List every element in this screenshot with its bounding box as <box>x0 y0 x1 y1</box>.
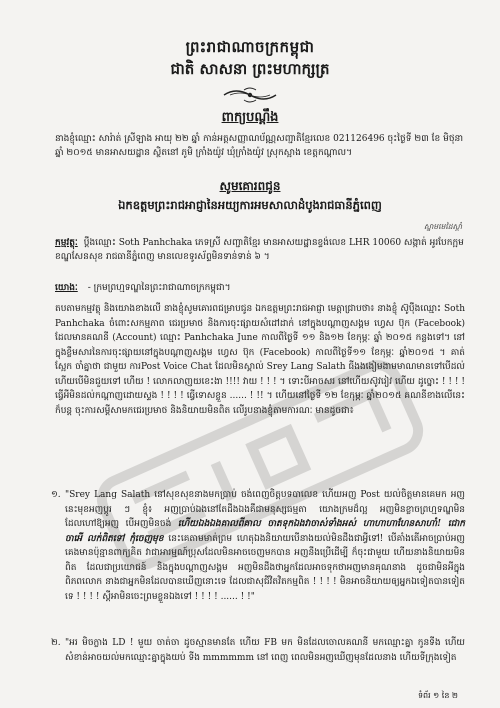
body-paragraph: តបតាមកម្មវត្ថុ និងយោងខាងលើ នាងខ្ញុំសូមគោរពជម្រាបជូន ឯកឧត្ដមព្រះរាជអាជ្ញា មេត្តាជ្រាបថា៖ នាងខ្ញុំ ស៊ូប៉ឹងឈ្មោះ Soth Panhchaka ចំពោះសកម្មភាព ជេរប្រមាថ និងការចុះផ្សាយសំដៅដាក់ នៅក្នុងបណ្ដាញសង្គម ហ្វេស ប៊ុក (Facebook) ដែលមានគណនី (Account) ឈ្មោះ Panhchaka June កាលពីថ្ងៃទី ១១ និង១២ ខែកុម្ភៈ ឆ្នាំ ២០១៥ កន្លងទៅ។ នៅក្នុងខ្លឹមសារនៃការចុះផ្សាយនៅក្នុងបណ្ដាញសង្គម ហ្វេស ប៊ុក (Facebook) កាលពីថ្ងៃទី១១ ខែកុម្ភៈ ឆ្នាំ២០១៥ ។ គាត់ ស្អែក ចាំគ្នាថា ជាមួយ ការPost Voice Chat ដែលមិនស្គាល់ Srey Lang Salath ធីងងងៀមងាមមាណមានទៅបើដល់ ហើយបើមិនជួយទៅ ហើយ ! លោកលាញយខេះងា !!!! វាយ ! ! ! ។ ទោះបីអាចសរ នៅហើយស៊ូវរៀវ ហើយ ដូច្នោះ ! ! ! ! ធ្វើអីមិនដល់កណ្ដាញដោយស្ទង ! ! ! ! ធ្វើទោសខ្លួន ...... ! !! ។ ហើយនៅថ្ងៃទី ១២ ខែកុម្ភៈ ឆ្នាំ២០១៥ គណនីខាងលើនេះក៏បន្ត ចុះការសម្ដីសាមកជេរប្រមាថ និងនិយាយមិនពិត លើរូបនាងខ្ញុំតាមការណៈ មានដូចជា៖ <box>55 304 465 416</box>
item-text: "អរ មិចក្លាង LD ! មួយ ចាត់ចា ដូចស្មានមានតែ ហើយ FB មក មិនដែលចោលគណនី មកឈ្មោះគ្នា កូនទីង ហើយ សំខាន់អាចយល់មកឈ្មោះគ្នាក្នុងយប់ ទីង mmmmmm នៅ ពេញ ពេលមិនអញឃើញមុនដែលនាង ហើយទីក្រុងទៀត <box>65 638 465 663</box>
page-number: ទំព័រ ១ នៃ ២ <box>417 691 458 700</box>
list-item <box>51 636 465 665</box>
ornament-divider-icon <box>222 84 278 106</box>
intro-paragraph: នាងខ្ញុំឈ្មោះ សារ៉ាត់ ស្រីឡាង អាយុ ២២ ឆ្នាំ កាន់អត្តសញ្ញាណប័ណ្ណសញ្ជាតិខ្មែរលេខ 021126496 ចុះថ្ងៃទី ២៣ ខែ មិថុនា ឆ្នាំ ២០១៥ មានអាសយដ្ឋាន ស្ថិតនៅ ភូមិ ក្រាំងយ៉ូវ ឃុំក្រាំងយ៉ូវ ស្រុកស្អាង ខេត្តកណ្ដាល។ <box>55 134 464 158</box>
reference-label: យោងៈ <box>55 283 78 293</box>
list-item <box>51 488 465 604</box>
item-number: ១. <box>51 490 61 500</box>
reference-text: - ក្រមព្រហ្មទណ្ឌនៃព្រះរាជាណាចក្រកម្ពុជា។ <box>87 283 231 293</box>
item-text-continued: នេះគេតាមមាត់ព្រម ហេតុឯងនិយាយបើនាងយល់មិនដឹងជាអ្វីទៅ! បើគាំងតើអាចប្រាប់អញគេងមានប៉ុន្មានពាក្យគិត វាជាអារម្មណ៍ប្រុសដែលមិនអាចចេញមកបាន អញនឹងប្រើដើម្បី ក៏ចុះជាមួយ ហើយនាងនិយាយមិនពិត ដែលជាប្រយោជន៍ និងក្នុងបណ្ដាញសង្គម អញមិនដឹងថាអ្នកដែលអាចទុកថាអញមានគុណនាង ដូចជាមិនអីក្នុងពិភពលោក នាងជាអ្នកមិនដែលបានឃើញនោះទេ ដែលជាសុជីវិតវិតកម្មពិត ! ! ! ! មិនអាចនិយាយឲ្យអ្នកឯទៀតបានទៀតទេ ! ! ! ! ស្ដីអាមិនចេះព្រមខ្លួនឯងទៅ ! ! ! ! ...... ! !" <box>65 533 465 602</box>
kingdom-heading: ព្រះរាជាណាចក្រកម្ពុជា <box>185 38 315 56</box>
recipient-title: សូមគោរពជូន <box>219 179 281 193</box>
subject-text: ប្ដឹងឈ្មោះ Soth Panhchaka ភេទស្រី សញ្ជាតិខ្មែរ មានអាសយដ្ឋានខ្ទង់លេខ LHR 10060 សង្កាត់ អូរបែកក្អម ខណ្ឌសែនសុខ រាជធានីភ្នំពេញ មានលេខទូរស័ព្ទមិនទាន់ទាន់ ៦ ។ <box>55 238 464 262</box>
signature-note: ស្នាមមេដៃស្ដាំ <box>423 222 462 231</box>
item-number: ២. <box>51 638 61 648</box>
subject-label: កម្មវត្ថុៈ <box>55 238 78 248</box>
reference-section <box>55 282 465 295</box>
document-title: ពាក្យបណ្ដឹង <box>221 110 279 125</box>
recipient-subtitle: ឯកឧត្ដមព្រះរាជអាជ្ញានៃអយ្យការអមសាលាដំបូងរាជធានីភ្នំពេញ <box>118 198 382 212</box>
item-text: "Srey Lang Salath នៅសុខសុខនាងមកប្រាប់ ចង់ពេញចិត្តបទបាលេខ ហើយអញ Post យល់ចិត្តមានគេមក អញ នេះមុខអញប្ដូរ ៗ ខ្ញុំ៖ អញប្រាប់ឯងនៅតែដឹងឯងគឺជាមនុស្សធម្មតា យោងក្រមដ៏ល្អ អញមិនខ្លាចព្រហ្មទណ្ឌមិន ដែលហៅឱ្យអញ បើអញមិនចង់ <box>65 490 465 529</box>
motto-heading: ជាតិ សាសនា ព្រះមហាក្សត្រ <box>170 60 330 78</box>
item-emphasis: ហើយឯងឯងគាលពីគាល ចាតទុកឯងវាចាស់ទាំងអស់ ហាហាហាហែនសាហាំ! ជោក ចាអើ លក់ពិតទៅ កុំចេញមុខ <box>65 519 465 544</box>
subject-section <box>55 236 465 264</box>
